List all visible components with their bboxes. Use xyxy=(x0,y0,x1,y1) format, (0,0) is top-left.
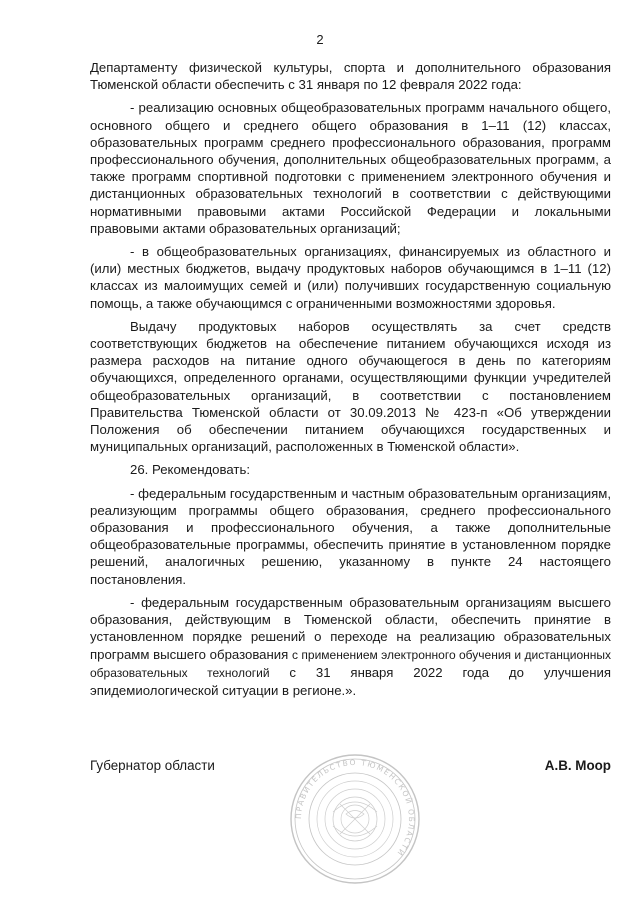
coat-of-arms-icon xyxy=(317,781,393,857)
official-seal-stamp xyxy=(288,752,422,886)
paragraph: Департаменту физической культуры, спорта и дополнительного образования Тюменской области обеспечить с 31 января по 12 февраля 2022 года: xyxy=(90,60,611,93)
list-item: - в общеобразовательных организациях, финансируемых из областного и (или) местных бюджетов, выдачу продуктовых наборов обучающимся в 1–11 (12) классах из малоимущих семей и (или) получивших государственную социальную помощь, а также обучающимся с ограниченными возможностями здоровья. xyxy=(90,244,611,311)
section-heading: 26. Рекомендовать: xyxy=(130,462,250,478)
list-item: - реализацию основных общеобразовательных программ начального общего, основного общего и среднего общего образования в 1–11 (12) классах, образовательных программ среднего профессионального образования, программ профессионального обучения, дополнительных общеобразовательных программ, а также программ спортивной подготовки с применением электронного обучения и дистанционных образовательных технологий в соответствии с действующими нормативными правовыми актами Российской Федерации и локальными правовыми актами образовательных организаций; xyxy=(90,100,611,236)
list-item: - федеральным государственным и частным образовательным организациям, реализующим программы общего образования, среднего профессионального образования и профессионального обучения, а также дополнительные общеобразовательные программы, обеспечить принятие в установленном порядке решений, аналогичных решению, указанному в пункте 24 настоящего постановления. xyxy=(90,485,611,587)
signatory-name: А.В. Моор xyxy=(544,758,611,773)
list-item-text: - федеральным государственным образовательным организациям высшего образования, действующим в Тюменской области, обеспечить принятие в установленном порядке решений о переходе на реализацию образовательных программ высшего образования xyxy=(90,594,611,662)
page-number: 2 xyxy=(316,32,324,47)
list-item-text: с 31 января 2022 года до улучшения эпидемиологической ситуации в регионе.». xyxy=(90,664,611,698)
list-item xyxy=(90,594,611,699)
signatory-title: Губернатор области xyxy=(90,758,215,773)
paragraph: Выдачу продуктовых наборов осуществлять за счет средств соответствующих бюджетов на обеспечение питанием обучающихся исходя из размера расходов на питание одного обучающегося в день по категориям обучающихся, определенного органами, осуществляющими функции учредителей общеобразовательных организаций, в соответствии с постановлением Правительства Тюменской области от 30.09.2013 № 423-п «Об утверждении Положения об обеспечении питанием обучающихся государственных и муниципальных организаций, расположенных в Тюменской области». xyxy=(90,318,611,455)
seal-text: ПРАВИТЕЛЬСТВО ТЮМЕНСКОЙ ОБЛАСТИ xyxy=(293,757,417,859)
list-item-text-small: с применением электронного обучения и дистанционных образовательных технологий xyxy=(90,647,611,680)
document-body xyxy=(90,59,611,699)
